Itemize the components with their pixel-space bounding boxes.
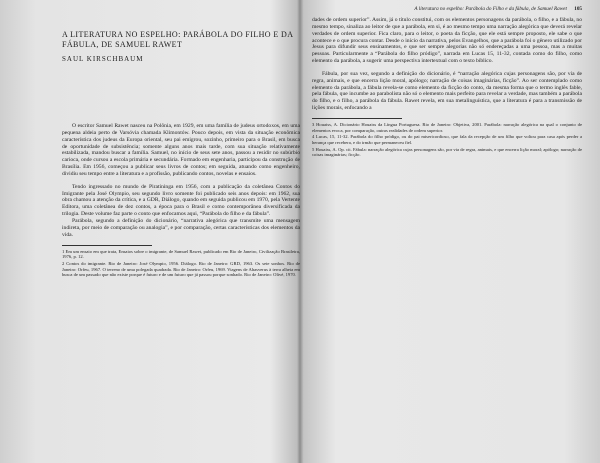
footnote: 3 Houaiss, A. Dicionário Houaiss da Língua Portuguesa. Rio de Janeiro: Objetiva, 2001. Parábola: narração alegórica na qual o conjunto de elementos evoca, por comparação, outras realidades de ordem superior.	[312, 121, 582, 133]
left-page	[62, 0, 300, 463]
footnote: 5 Houaiss, A. Op. cit. Fábula: narração alegórica cujas personagens são, por via de regra, animais, e que encerra lição moral; apólogo; narração de coisas imaginárias; ficção.	[312, 146, 582, 158]
right-page	[312, 0, 582, 463]
footnote: 2 Contos do imigrante. Rio de Janeiro: José Olympio, 1956. Diálogo. Rio de Janeiro: GRD, 1963. Os sete sonhos. Rio de Janeiro: Orfeu, 1967. O terreno de uma polegada quadrada. Rio de Janeiro: Orfeu, 1969. Viagens de Ahasverus à terra alheia em busca de um passado que não existe porque é futuro e de um futuro que já passou porque sonhado. Rio de Janeiro: Olivé, 1970.	[62, 260, 300, 278]
body-paragraph: Parábola, segundo a definição do dicionário, “narrativa alegórica que transmite uma mensagem indireta, por meio de comparação ou analogia”, e por comparação, certas características dos elementos da vida.	[62, 217, 300, 238]
body-paragraph: Tendo ingressado no mundo de Piratininga em 1956, com a publicação da coletânea Contos do Imigrante pela José Olympio, seu segundo livro somente foi publicado seis anos depois: em 1962, sua obra chamou a atenção da crítica, e a GDR, Diálogo, quando em seguida publicou em 1970, pela Vertente Editora, uma coletânea de dez contos, a época para o Brasil e como contemporânea diversificada da trilogia. Deste volume faz parte o conto que enfocamos aqui, “Parábola do filho e da fábula”.	[62, 183, 300, 218]
chapter-title	[62, 30, 300, 50]
footnote-divider	[62, 245, 152, 246]
footnote: 1 Em um ensaio em que trata, Ensaios sobre o imigrante, de Samuel Rawet, publicado em Rio de Janeiro, Civilização Brasileira, 1976, p. 12.	[62, 248, 300, 260]
chapter-title-line-2: FÁBULA, DE SAMUEL RAWET	[62, 40, 183, 49]
footnote: 4 Lucas, 15, 11-32. Parábola do filho pródigo, ou do pai misericordioso, que fala da recepção de um filho que voltou para casa após perder a herança que recebera, e do irmão que permaneceu fiel.	[312, 134, 582, 146]
running-head	[312, 6, 582, 13]
chapter-title-block	[62, 30, 300, 63]
chapter-author: SAUL KIRSCHBAUM	[62, 55, 144, 63]
body-paragraph: O escritor Samuel Rawet nasceu na Polônia, em 1929, em uma família de judeus ortodoxos, em uma pequena aldeia perto de Varsóvia chamada Klimontów. Pouco depois, em vista da situação econômica característica dos judeus da Europa oriental, seu pai emigrou, sozinho, primeiro para o Brasil, em busca de oportunidade de subsistência; somente alguns anos mais tarde, com sua situação relativamente estabilizada, mandou buscar a família. Samuel, no início de seus sete anos, passou a residir no subúrbio carioca, onde cursou a escola primária e secundária. Formado em engenharia, participou da construção de Brasília. Em 1956, começou a publicar seus livros de contos; em seguida, atuando como engenheiro, dividiu seu tempo entre a literatura e a profissão, publicando contos, novelas e ensaios.	[62, 123, 300, 177]
chapter-title-line-1: A LITERATURA NO ESPELHO: PARÁBOLA DO FILHO E DA	[62, 30, 294, 39]
footnote-divider	[312, 118, 402, 119]
running-head-title: A literatura no espelho: Parábola do Filho e da fábula, de Samuel Rawet	[414, 6, 567, 12]
page-number: 105	[574, 6, 582, 12]
body-paragraph: dades de ordem superior”. Assim, já o título constitui, com os elementos personagens da parábola, o filho, e a fábula, no mesmo tempo, sinaliza ao leitor de que a parábola, em si, é ao mesmo tempo uma narração alegórica que deverá revelar verdades de ordem superior. Fica claro, para o leitor, o poeta da ficção, que ele está sempre proposto, ele sabe o que acontece e o que procura contar. Desde o início da narrativa, pelos Evangelhos, que a parábola foi o gênero utilizado por Jesus para difundir seus ensinamentos, e que ser sempre alegorias não só endereçadas a uma pessoa, mas a muitas pessoas. Particularmente a “Parábola do filho pródigo”, narrada em Lucas 15, 11-32, contada como do filho, como elemento da parábola, a sugerir uma perspectiva intertextual com o texto bíblico.	[312, 17, 582, 65]
body-paragraph: Fábula, por sua vez, segundo a definição do dicionário, é “narração alegórica cujas personagens são, por via de regra, animais, e que encerra lição moral, apólogo; narração de coisas imaginárias, ficção”. Ao ser contemplado como elemento da parábola, a fábula revela-se como elemento da ficção do conto, da mesma forma que o termo inglês fable, pela fábula, que incumbe ao parabolista não só o elemento mais perfeito para revelar a verdade, mas também a parábola do filho, e o filho, a parábola da fábula. Rawet revela, em sua metalinguística, que a literatura é para a transmissão de lições morais, enfocando a	[312, 70, 582, 112]
